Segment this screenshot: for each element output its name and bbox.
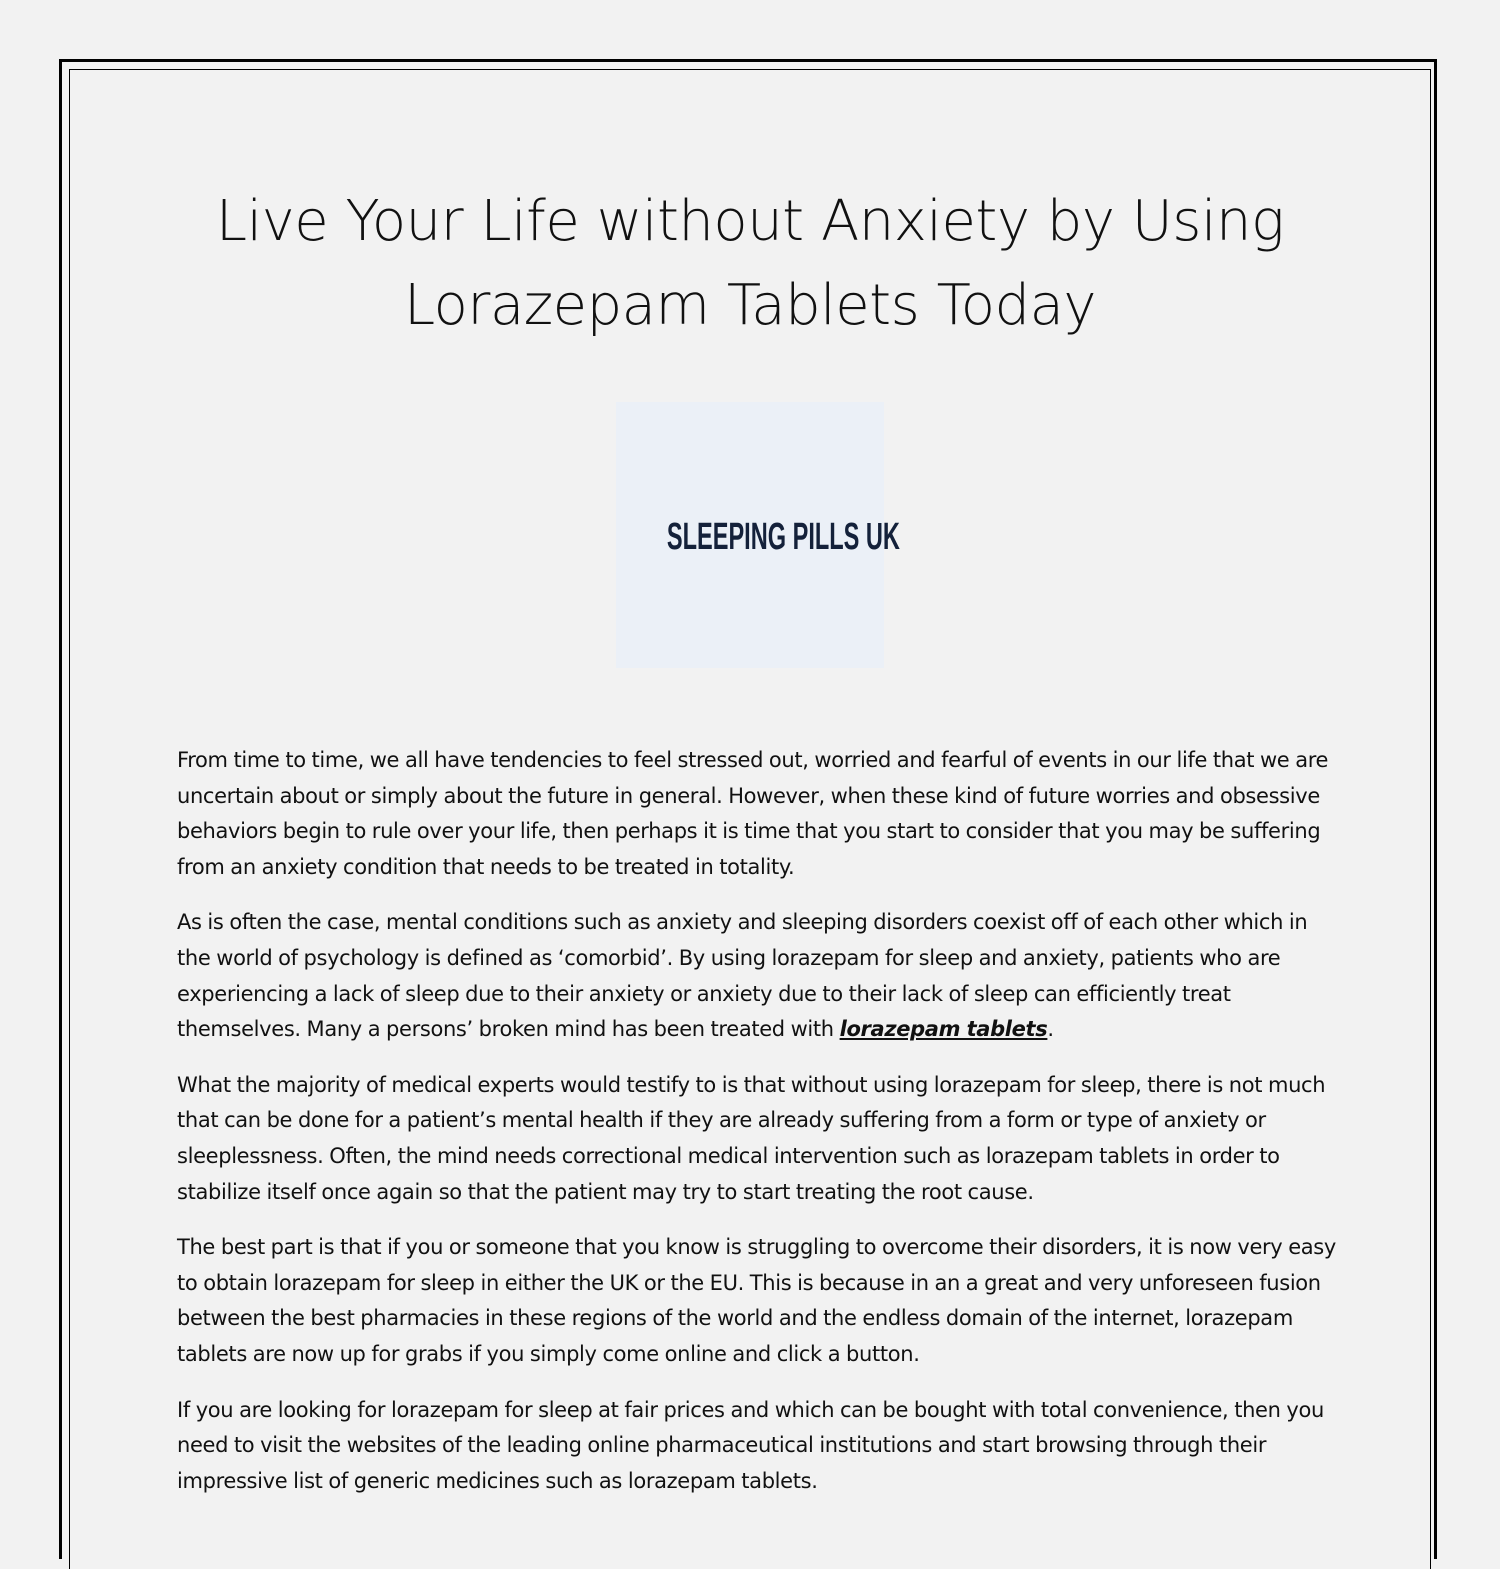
paragraph-3: What the majority of medical experts would testify to is that without using lorazepam for sleep, there is not much that can be done for a patient’s mental health if they are already suffering from a form or type of anxiety or sleeplessness. Often, the mind needs correctional medical intervention such as lorazepam tablets in order to stabilize itself once again so that the patient may try to start treating the root cause. — [177, 1072, 1326, 1204]
paragraph-2 — [177, 905, 1337, 1047]
paragraph-1: From time to time, we all have tendencies to feel stressed out, worried and fearful of events in our life that we are uncertain about or simply about the future in general. However, when these kind of future worries and obsessive behaviors begin to rule over your life, then perhaps it is time that you start to consider that you may be suffering from an anxiety condition that needs to be treated in totality. — [177, 748, 1329, 879]
document-title: Live Your Life without Anxiety by Using Lorazepam Tablets Today — [215, 189, 1285, 338]
lorazepam-tablets-link[interactable]: lorazepam tablets — [839, 1017, 1048, 1042]
paragraph-2-text: As is often the case, mental conditions such as anxiety and sleeping disorders coexist off of each other which in the world of psychology is defined as ‘comorbid’. By using lorazepam for sleep and anxiety, patients who are experiencing a lack of sleep due to their anxiety or anxiety due to their lack of sleep can efficiently treat themselves. Many a persons’ broken mind has been treated with — [177, 910, 1308, 1042]
document-body — [177, 743, 1337, 1519]
logo-text: SLEEPING PILLS UK — [666, 516, 900, 558]
paragraph-4: The best part is that if you or someone that you know is struggling to overcome their disorders, it is now very easy to obtain lorazepam for sleep in either the UK or the EU. This is because in an a great and very unforeseen fusion between the best pharmacies in these regions of the world and the endless domain of the internet, lorazepam tablets are now up for grabs if you simply come online and click a button. — [177, 1235, 1336, 1366]
sleeping-pills-uk-logo — [616, 402, 900, 668]
paragraph-2-period: . — [1047, 1017, 1054, 1042]
paragraph-5: If you are looking for lorazepam for sleep at fair prices and which can be bought with total convenience, then you need to visit the websites of the leading online pharmaceutical institutions and start browsing through their impressive list of generic medicines such as lorazepam tablets. — [177, 1397, 1324, 1493]
